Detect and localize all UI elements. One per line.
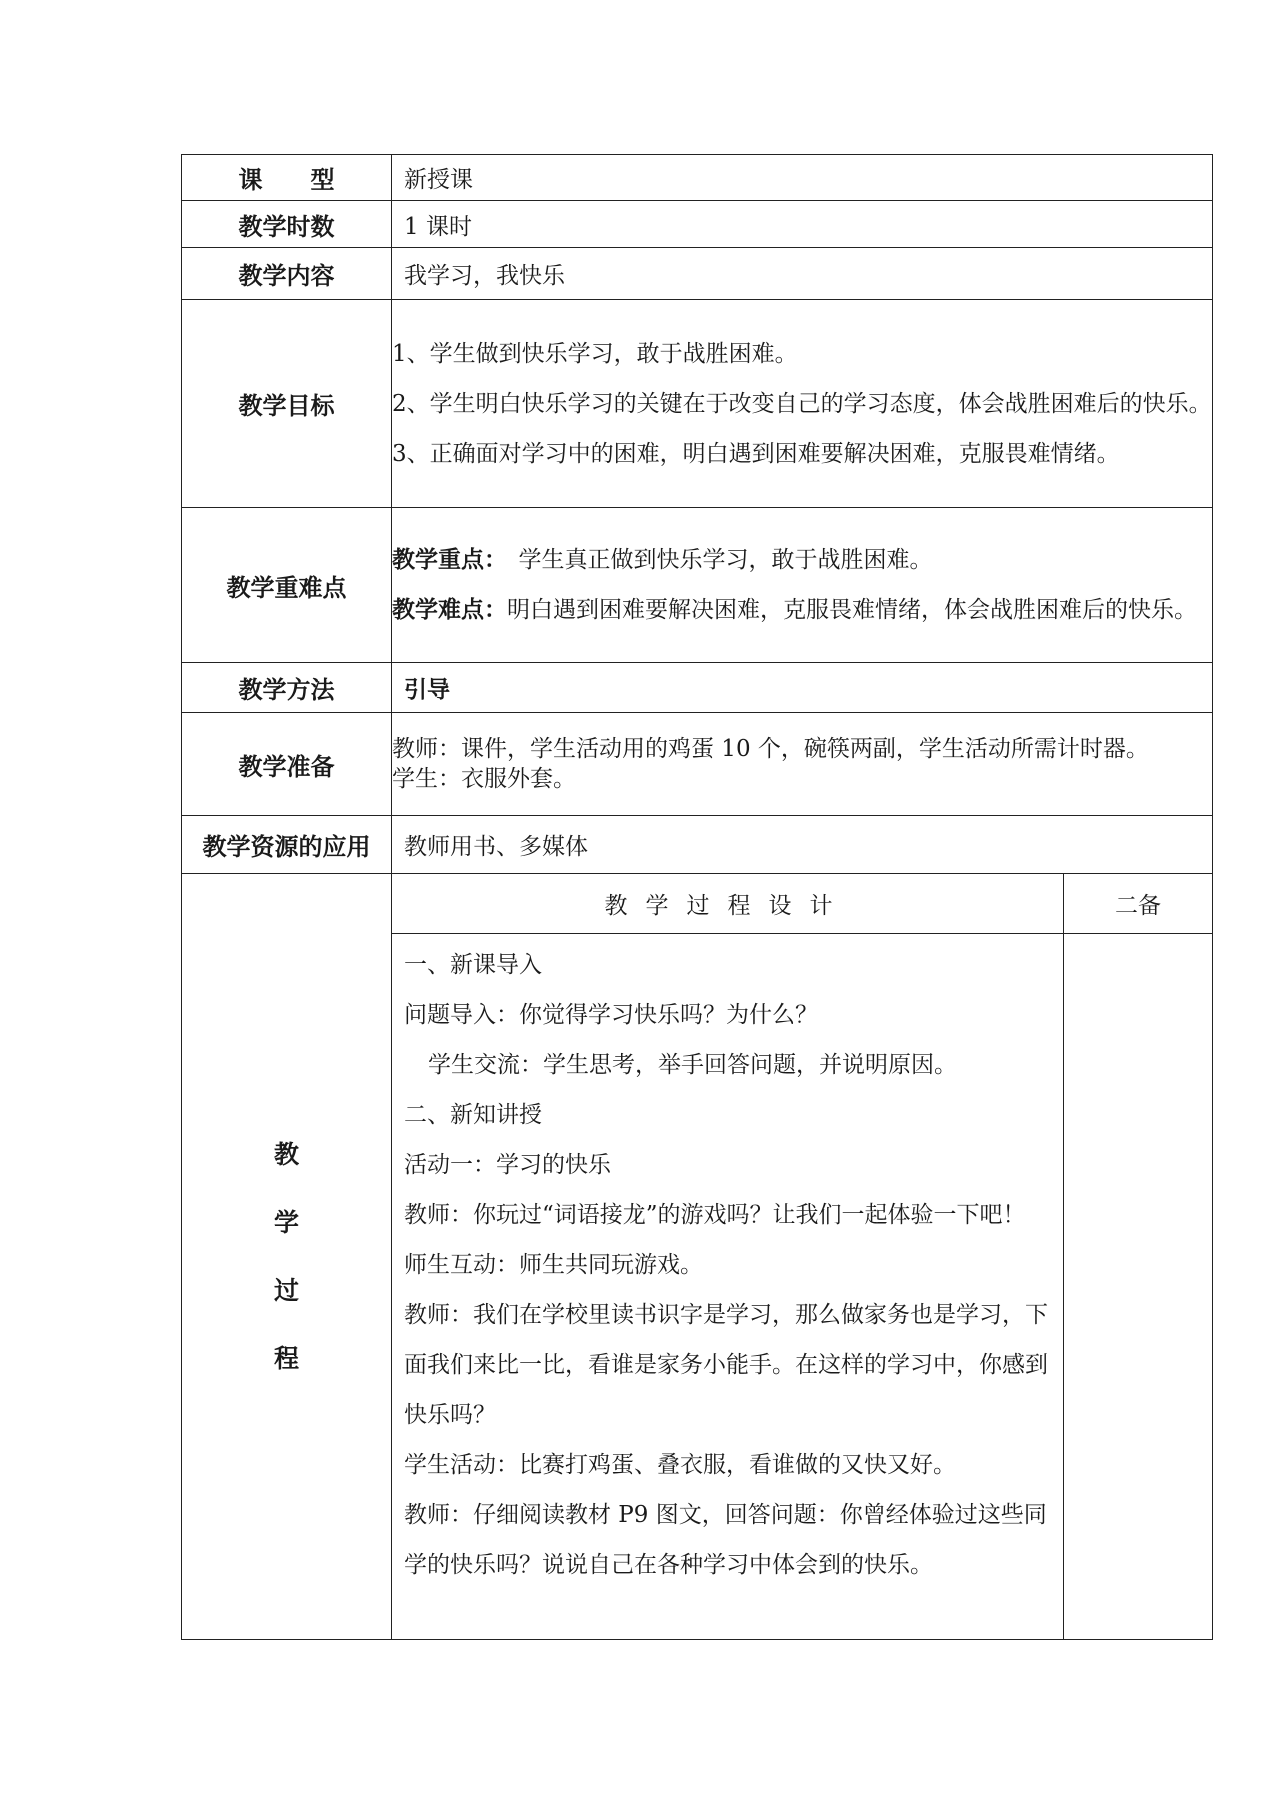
row-lesson-type [182,155,1213,201]
difficulty-label: 教学难点： [392,596,507,623]
process-char: 过 [273,1275,299,1305]
focus-text: 学生真正做到快乐学习，敢于战胜困难。 [495,547,933,573]
label-teaching-hours: 教学时数 [182,201,392,248]
process-char: 程 [273,1343,299,1373]
process-line: 教师：你玩过“词语接龙”的游戏吗？让我们一起体验一下吧！ [404,1202,1026,1228]
preparation-text [392,713,1213,816]
value-teaching-method: 引导 [392,663,1213,713]
process-line: 活动一：学习的快乐 [404,1152,611,1178]
value-lesson-type: 新授课 [392,155,1213,201]
student-preparation: 学生：衣服外套。 [392,766,576,792]
difficulty-text: 明白遇到困难要解决困难，克服畏难情绪，体会战胜困难后的快乐。 [507,597,1197,623]
process-line: 学生活动：比赛打鸡蛋、叠衣服，看谁做的又快又好。 [404,1452,956,1478]
label-lesson-type: 课 型 [182,155,392,201]
process-line: 师生互动：师生共同玩游戏。 [404,1252,703,1278]
process-char: 学 [273,1207,299,1237]
teacher-preparation: 教师：课件，学生活动用的鸡蛋 10 个，碗筷两副，学生活动所需计时器。 [392,736,1149,762]
focus-line [392,535,1212,585]
label-teaching-resources: 教学资源的应用 [182,816,392,874]
process-line: 学生交流：学生思考，举手回答问题，并说明原因。 [428,1052,957,1078]
key-points-text [392,508,1213,663]
second-prep-cell [1064,934,1213,1640]
row-teaching-hours [182,201,1213,248]
row-teaching-goals [182,300,1213,508]
process-line: 教师：我们在学校里读书识字是学习，那么做家务也是学习，下面我们来比一比，看谁是家务小能手。在这样的学习中，你感到快乐吗？ [404,1302,1048,1428]
label-teaching-preparation: 教学准备 [182,713,392,816]
label-teaching-goals: 教学目标 [182,300,392,508]
value-teaching-content: 我学习，我快乐 [392,248,1213,300]
second-prep-header: 二备 [1064,874,1213,934]
label-teaching-content: 教学内容 [182,248,392,300]
value-teaching-resources: 教师用书、多媒体 [392,816,1213,874]
row-teaching-method [182,663,1213,713]
label-teaching-process [182,874,392,1640]
process-char: 教 [273,1139,299,1169]
row-teaching-content [182,248,1213,300]
lesson-plan-table [181,154,1213,1640]
process-line: 教师：仔细阅读教材 P9 图文，回答问题：你曾经体验过这些同学的快乐吗？说说自己在各种学习中体会到的快乐。 [404,1502,1047,1578]
row-process-header [182,874,1213,934]
row-key-points [182,508,1213,663]
difficulty-line [392,585,1212,635]
process-design-header: 教学过程设计 [392,874,1064,934]
label-key-points: 教学重难点 [182,508,392,663]
row-teaching-preparation [182,713,1213,816]
value-teaching-hours: 1 课时 [392,201,1213,248]
goal-item: 2、学生明白快乐学习的关键在于改变自己的学习态度，体会战胜困难后的快乐。 [392,390,1212,417]
goal-item: 3、正确面对学习中的困难，明白遇到困难要解决困难，克服畏难情绪。 [392,440,1120,467]
process-line: 一、新课导入 [404,952,542,978]
process-line: 二、新知讲授 [404,1102,542,1128]
process-line: 问题导入：你觉得学习快乐吗？为什么？ [404,1002,818,1028]
focus-label: 教学重点： [392,546,496,573]
row-teaching-resources [182,816,1213,874]
goal-item: 1、学生做到快乐学习，敢于战胜困难。 [392,340,798,367]
process-body [392,934,1064,1640]
label-teaching-method: 教学方法 [182,663,392,713]
teaching-goals-list [392,300,1213,508]
